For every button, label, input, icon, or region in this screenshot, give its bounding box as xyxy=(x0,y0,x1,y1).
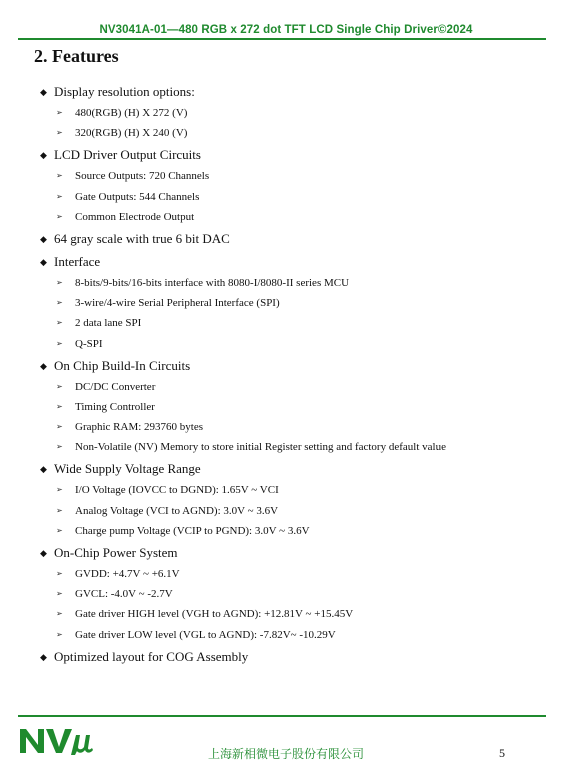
arrowhead-bullet-icon: ➢ xyxy=(56,442,63,452)
page-header-title: NV3041A-01—480 RGB x 272 dot TFT LCD Single Chip Driver©2024 xyxy=(99,24,473,36)
arrowhead-bullet-icon: ➢ xyxy=(56,485,63,495)
feature-subitem-text: Source Outputs: 720 Channels xyxy=(75,170,210,183)
diamond-bullet-icon: ◆ xyxy=(40,150,47,161)
feature-subitem-text: Gate driver LOW level (VGL to AGND): -7.82V~ -10.29V xyxy=(75,628,336,641)
feature-subitem-text: Gate driver HIGH level (VGH to AGND): +12.81V ~ +15.45V xyxy=(75,608,354,621)
feature-item xyxy=(0,228,572,250)
arrowhead-bullet-icon: ➢ xyxy=(56,108,63,117)
page-number: 5 xyxy=(499,746,505,760)
feature-label: Interface xyxy=(54,253,101,269)
feature-subitem-text: Graphic RAM: 293760 bytes xyxy=(75,421,204,434)
feature-item xyxy=(0,355,572,377)
diamond-bullet-icon: ◆ xyxy=(40,360,47,371)
company-name: 上海新相微电子股份有限公司 xyxy=(207,747,364,761)
diamond-bullet-icon: ◆ xyxy=(40,256,47,267)
feature-label: Optimized layout for COG Assembly xyxy=(54,648,249,664)
header-rule xyxy=(18,38,546,40)
feature-subitem xyxy=(0,273,572,293)
arrowhead-bullet-icon: ➢ xyxy=(56,191,63,201)
arrowhead-bullet-icon: ➢ xyxy=(56,505,63,515)
arrowhead-bullet-icon: ➢ xyxy=(56,609,63,619)
feature-subitem-text: GVDD: +4.7V ~ +6.1V xyxy=(75,568,180,580)
feature-subitem xyxy=(0,103,572,123)
footer-rule xyxy=(18,715,546,717)
arrowhead-bullet-icon: ➢ xyxy=(56,401,63,411)
feature-subitem xyxy=(0,293,572,313)
feature-subitem-text: Gate Outputs: 544 Channels xyxy=(75,190,200,203)
diamond-bullet-icon: ◆ xyxy=(40,651,47,662)
feature-subitem xyxy=(0,123,572,143)
feature-label: LCD Driver Output Circuits xyxy=(54,147,201,163)
feature-subitem xyxy=(0,437,572,457)
diamond-bullet-icon: ◆ xyxy=(40,548,47,558)
arrowhead-bullet-icon: ➢ xyxy=(56,422,63,432)
feature-label: 64 gray scale with true 6 bit DAC xyxy=(54,230,230,246)
feature-subitem-text: DC/DC Converter xyxy=(75,380,156,393)
feature-subitem xyxy=(0,584,572,604)
arrowhead-bullet-icon: ➢ xyxy=(56,128,63,138)
arrowhead-bullet-icon: ➢ xyxy=(56,277,63,287)
feature-subitem xyxy=(0,564,572,584)
feature-subitem-text: Analog Voltage (VCI to AGND): 3.0V ~ 3.6V xyxy=(75,504,279,517)
feature-subitem-text: Charge pump Voltage (VCIP to PGND): 3.0V ~ 3.6V xyxy=(75,524,310,537)
feature-subitem xyxy=(0,377,572,397)
section-title: 2. Features xyxy=(34,46,119,66)
feature-subitem xyxy=(0,625,572,645)
feature-subitem xyxy=(0,480,572,500)
feature-subitem-text: 320(RGB) (H) X 240 (V) xyxy=(75,127,188,140)
arrowhead-bullet-icon: ➢ xyxy=(56,589,63,599)
feature-subitem xyxy=(0,397,572,417)
arrowhead-bullet-icon: ➢ xyxy=(56,525,63,535)
feature-item xyxy=(0,542,572,564)
feature-item xyxy=(0,144,572,166)
feature-subitem xyxy=(0,521,572,541)
feature-label: On-Chip Power System xyxy=(54,545,178,560)
feature-subitem-text: Q-SPI xyxy=(75,337,103,350)
feature-subitem xyxy=(0,604,572,624)
arrowhead-bullet-icon: ➢ xyxy=(56,629,63,639)
arrowhead-bullet-icon: ➢ xyxy=(56,318,63,328)
feature-item xyxy=(0,251,572,273)
feature-subitem-text: 8-bits/9-bits/16-bits interface with 8080-I/8080-II series MCU xyxy=(75,276,350,289)
feature-subitem-text: Timing Controller xyxy=(75,400,155,413)
arrowhead-bullet-icon: ➢ xyxy=(56,381,63,391)
feature-subitem-text: Non-Volatile (NV) Memory to store initial Register setting and factory default value xyxy=(75,441,446,454)
feature-subitem xyxy=(0,187,572,207)
feature-label: Display resolution options: xyxy=(54,84,195,99)
feature-subitem xyxy=(0,417,572,437)
diamond-bullet-icon: ◆ xyxy=(40,87,47,97)
feature-subitem-text: Common Electrode Output xyxy=(75,210,195,223)
feature-subitem xyxy=(0,334,572,354)
feature-subitem xyxy=(0,313,572,333)
feature-subitem-text: 480(RGB) (H) X 272 (V) xyxy=(75,107,188,119)
arrowhead-bullet-icon: ➢ xyxy=(56,211,63,221)
arrowhead-bullet-icon: ➢ xyxy=(56,171,63,181)
arrowhead-bullet-icon: ➢ xyxy=(56,298,63,308)
feature-subitem-text: 2 data lane SPI xyxy=(75,317,142,330)
features-list xyxy=(0,80,572,668)
arrowhead-bullet-icon: ➢ xyxy=(56,569,63,578)
arrowhead-bullet-icon: ➢ xyxy=(56,338,63,348)
feature-item xyxy=(0,81,572,103)
feature-item xyxy=(0,646,572,668)
diamond-bullet-icon: ◆ xyxy=(40,233,47,244)
feature-subitem-text: I/O Voltage (IOVCC to DGND): 1.65V ~ VCI xyxy=(75,484,279,497)
feature-subitem xyxy=(0,501,572,521)
feature-subitem xyxy=(0,166,572,186)
diamond-bullet-icon: ◆ xyxy=(40,464,47,475)
feature-subitem-text: GVCL: -4.0V ~ -2.7V xyxy=(75,588,173,601)
feature-label: On Chip Build-In Circuits xyxy=(54,357,191,373)
feature-label: Wide Supply Voltage Range xyxy=(54,461,201,477)
feature-item xyxy=(0,458,572,480)
feature-subitem xyxy=(0,207,572,227)
feature-subitem-text: 3-wire/4-wire Serial Peripheral Interface (SPI) xyxy=(75,297,280,310)
